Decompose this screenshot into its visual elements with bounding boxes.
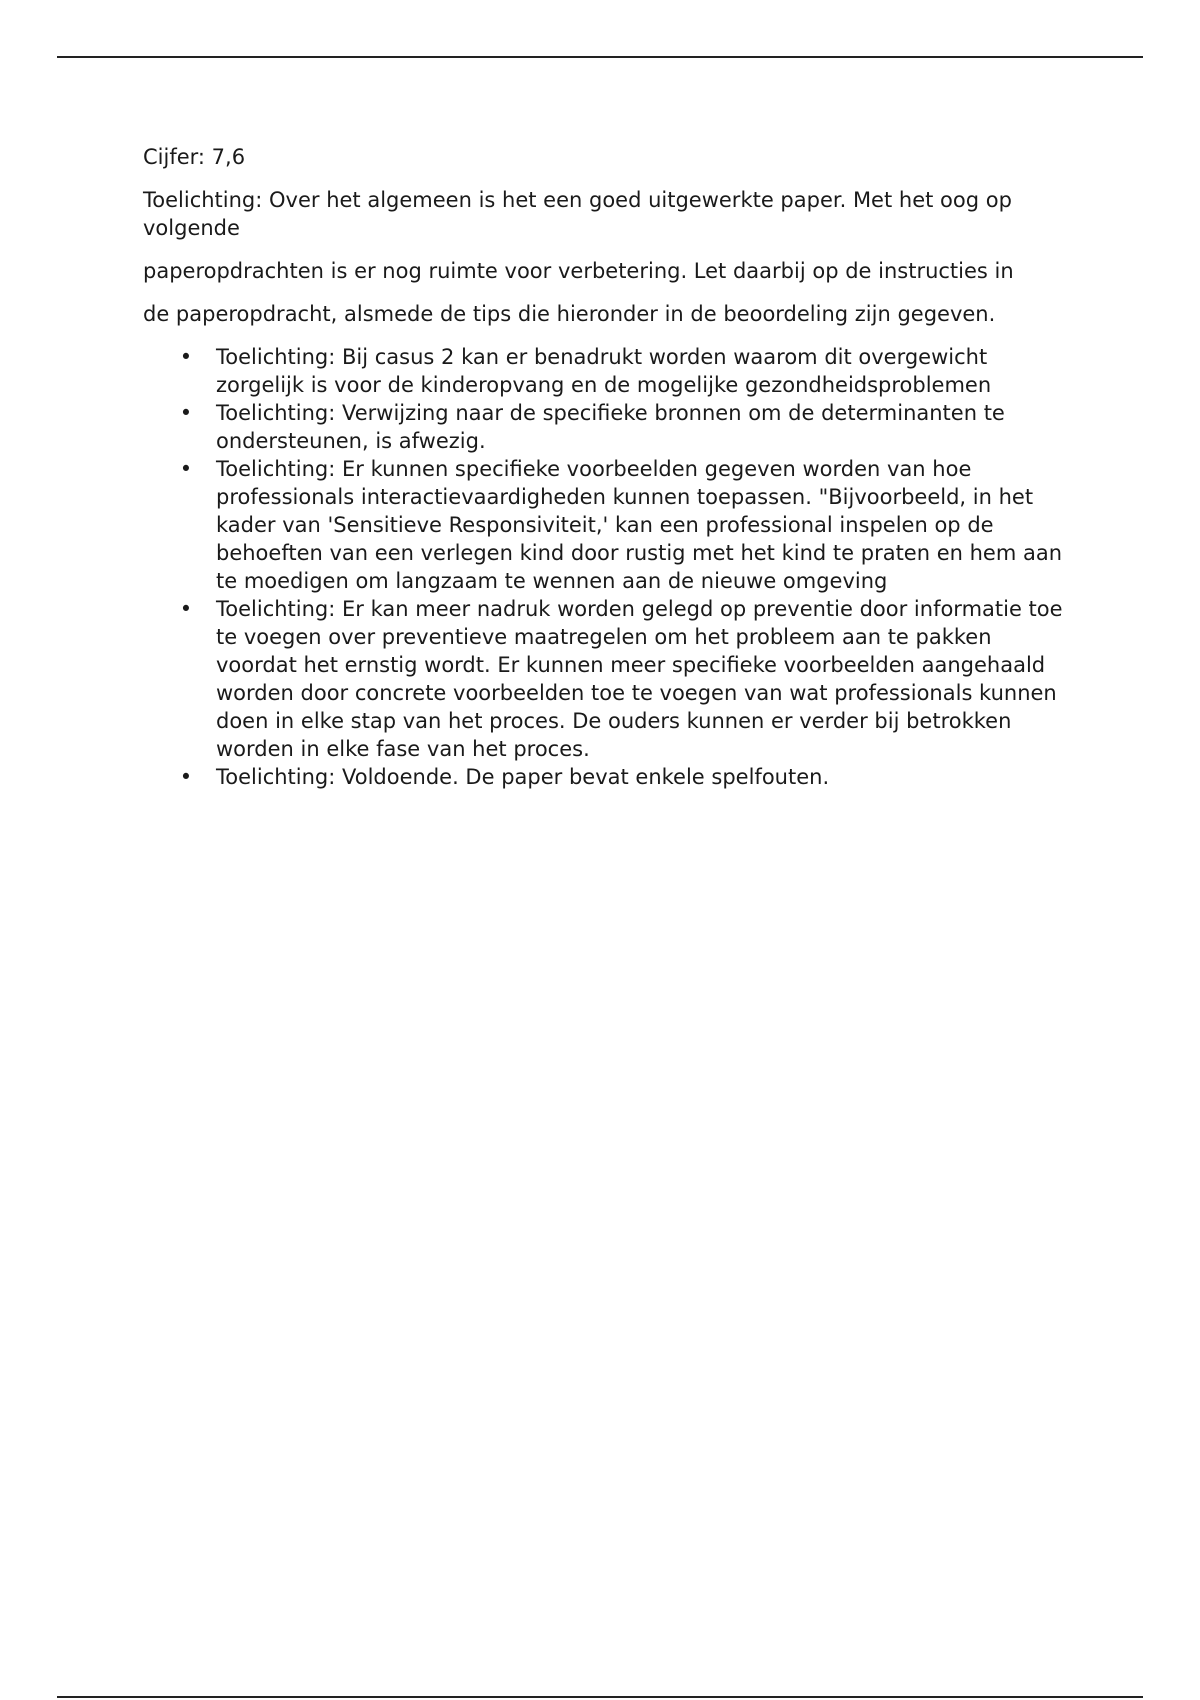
bullet-icon: • <box>179 345 193 369</box>
list-item-text: Toelichting: Bij casus 2 kan er benadrukt worden waarom dit overgewicht zorgelijk is voor de kinderopvang en de mogelijke gezondheidsproblemen <box>216 345 992 397</box>
list-item-text: Toelichting: Er kunnen specifieke voorbeelden gegeven worden van hoe professionals interactievaardigheden kunnen toepassen. "Bijvoorbeeld, in het kader van 'Sensitieve Responsiviteit,' kan een professional inspelen op de behoeften van een verlegen kind door rustig met het kind te praten en hem aan te moedigen om langzaam te wennen aan de nieuwe omgeving <box>216 457 1063 593</box>
grade-line: Cijfer: 7,6 <box>143 145 246 169</box>
bullet-icon: • <box>179 597 193 621</box>
explanation-paragraph-1: Toelichting: Over het algemeen is het een goed uitgewerkte paper. Met het oog op volgende <box>143 188 1012 240</box>
list-item <box>143 455 1068 595</box>
bullet-icon: • <box>179 765 193 789</box>
bullet-icon: • <box>179 457 193 481</box>
footer-rule <box>57 1696 1143 1698</box>
explanation-paragraph-3: de paperopdracht, alsmede de tips die hieronder in de beoordeling zijn gegeven. <box>143 302 996 326</box>
list-item-text: Toelichting: Voldoende. De paper bevat enkele spelfouten. <box>216 765 830 789</box>
document-body <box>143 143 1063 791</box>
list-item <box>143 343 1068 399</box>
list-item <box>143 763 1068 791</box>
list-item <box>143 595 1068 763</box>
header-rule <box>57 56 1143 58</box>
list-item-text: Toelichting: Verwijzing naar de specifieke bronnen om de determinanten te ondersteunen, is afwezig. <box>216 401 1005 453</box>
explanation-paragraph-2: paperopdrachten is er nog ruimte voor verbetering. Let daarbij op de instructies in <box>143 259 1014 283</box>
bullet-icon: • <box>179 401 193 425</box>
list-item <box>143 399 1068 455</box>
list-item-text: Toelichting: Er kan meer nadruk worden gelegd op preventie door informatie toe te voegen over preventieve maatregelen om het probleem aan te pakken voordat het ernstig wordt. Er kunnen meer specifieke voorbeelden aangehaald worden door concrete voorbeelden toe te voegen van wat professionals kunnen doen in elke stap van het proces. De ouders kunnen er verder bij betrokken worden in elke fase van het proces. <box>216 597 1063 761</box>
feedback-list <box>143 343 1063 791</box>
